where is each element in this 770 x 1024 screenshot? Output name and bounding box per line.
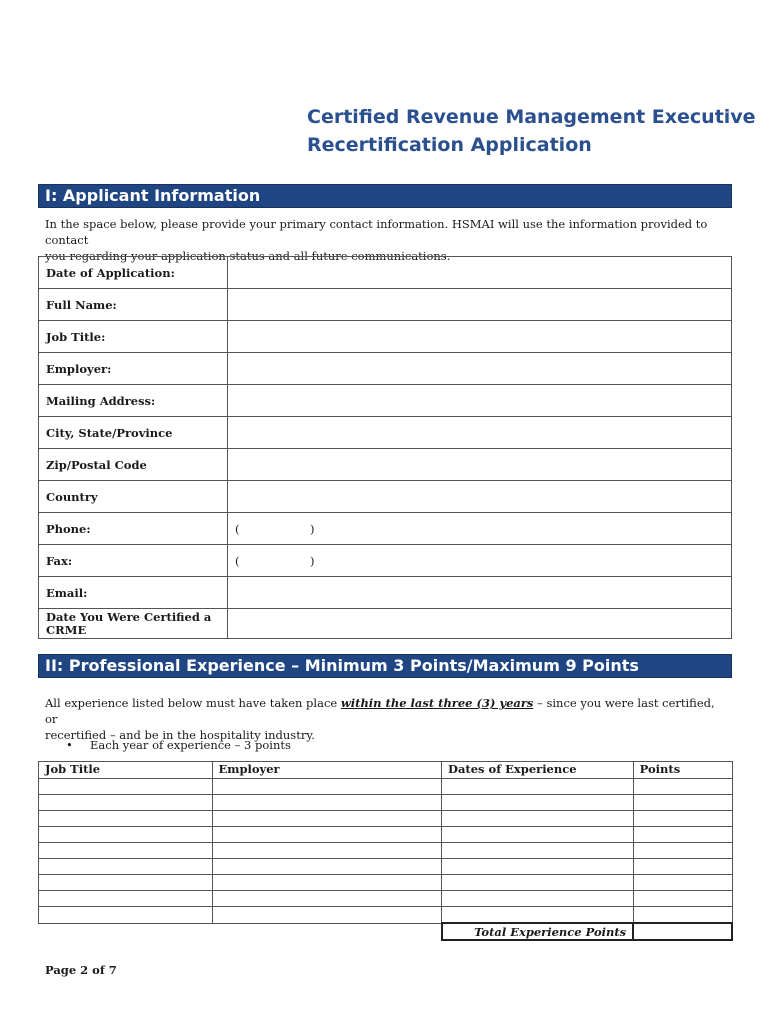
mailing-address-field[interactable] xyxy=(228,385,732,417)
dates-cell[interactable] xyxy=(442,891,634,907)
title-line-2: Recertification Application xyxy=(307,134,592,156)
table-row xyxy=(39,289,732,321)
intro-text: All experience listed below must have taken place xyxy=(45,696,341,710)
table-row xyxy=(39,577,732,609)
table-header-row xyxy=(39,762,733,779)
blank-cell xyxy=(212,923,441,940)
email-field[interactable] xyxy=(228,577,732,609)
table-row xyxy=(39,449,732,481)
table-row xyxy=(39,843,733,859)
table-row xyxy=(39,385,732,417)
section-1-heading: I: Applicant Information xyxy=(38,184,732,208)
field-label: Zip/Postal Code xyxy=(39,449,228,481)
total-experience-label: Total Experience Points xyxy=(442,923,634,940)
table-row xyxy=(39,891,733,907)
section-2-intro xyxy=(45,695,730,743)
job-title-cell[interactable] xyxy=(39,795,213,811)
page-number: Page 2 of 7 xyxy=(45,963,117,977)
table-row xyxy=(39,353,732,385)
points-cell[interactable] xyxy=(633,795,732,811)
zip-field[interactable] xyxy=(228,449,732,481)
intro-text-after: – since you were last certified, or xyxy=(45,696,715,726)
column-header-employer: Employer xyxy=(212,762,441,779)
employer-cell[interactable] xyxy=(212,827,441,843)
job-title-cell[interactable] xyxy=(39,811,213,827)
table-row xyxy=(39,859,733,875)
employer-cell[interactable] xyxy=(212,795,441,811)
table-row xyxy=(39,811,733,827)
table-row xyxy=(39,795,733,811)
total-points-field[interactable] xyxy=(633,923,732,940)
experience-table xyxy=(38,761,733,941)
bullet-icon: • xyxy=(66,738,73,752)
column-header-job-title: Job Title xyxy=(39,762,213,779)
full-name-field[interactable] xyxy=(228,289,732,321)
table-row xyxy=(39,779,733,795)
bullet-text: Each year of experience – 3 points xyxy=(90,738,291,752)
job-title-cell[interactable] xyxy=(39,843,213,859)
page-title xyxy=(307,103,756,159)
points-cell[interactable] xyxy=(633,859,732,875)
intro-emphasis: within the last three (3) years xyxy=(340,696,534,710)
points-cell[interactable] xyxy=(633,827,732,843)
points-cell[interactable] xyxy=(633,843,732,859)
dates-cell[interactable] xyxy=(442,875,634,891)
employer-cell[interactable] xyxy=(212,811,441,827)
dates-cell[interactable] xyxy=(442,795,634,811)
job-title-cell[interactable] xyxy=(39,779,213,795)
dates-cell[interactable] xyxy=(442,811,634,827)
contact-info-table xyxy=(38,256,732,639)
dates-cell[interactable] xyxy=(442,779,634,795)
date-of-application-field[interactable] xyxy=(228,257,732,289)
field-label: Country xyxy=(39,481,228,513)
column-header-dates: Dates of Experience xyxy=(442,762,634,779)
field-label: Fax: xyxy=(39,545,228,577)
column-header-points: Points xyxy=(633,762,732,779)
table-row xyxy=(39,481,732,513)
title-line-1: Certified Revenue Management Executive xyxy=(307,106,756,128)
job-title-cell[interactable] xyxy=(39,891,213,907)
points-cell[interactable] xyxy=(633,875,732,891)
area-code-open: ( xyxy=(235,521,240,536)
field-label: Date You Were Certified a CRME xyxy=(39,609,228,639)
job-title-cell[interactable] xyxy=(39,827,213,843)
certified-date-field[interactable] xyxy=(228,609,732,639)
section-2-heading: II: Professional Experience – Minimum 3 Points/Maximum 9 Points xyxy=(38,654,732,678)
fax-field[interactable] xyxy=(228,545,732,577)
table-row xyxy=(39,513,732,545)
city-state-field[interactable] xyxy=(228,417,732,449)
employer-cell[interactable] xyxy=(212,891,441,907)
table-row xyxy=(39,257,732,289)
area-code-close: ) xyxy=(310,521,315,536)
points-cell[interactable] xyxy=(633,779,732,795)
job-title-cell[interactable] xyxy=(39,907,213,924)
intro-line-1: In the space below, please provide your primary contact information. HSMAI will use the information provided to contact xyxy=(45,217,708,247)
field-label: Full Name: xyxy=(39,289,228,321)
blank-cell xyxy=(39,923,213,940)
employer-cell[interactable] xyxy=(212,875,441,891)
table-row xyxy=(39,417,732,449)
phone-field[interactable] xyxy=(228,513,732,545)
area-code-close: ) xyxy=(310,553,315,568)
field-label: Mailing Address: xyxy=(39,385,228,417)
table-row xyxy=(39,609,732,639)
table-row xyxy=(39,321,732,353)
field-label: Phone: xyxy=(39,513,228,545)
intro-line-2: you regarding your application status and all future communications. xyxy=(45,249,451,263)
dates-cell[interactable] xyxy=(442,859,634,875)
points-cell[interactable] xyxy=(633,891,732,907)
employer-cell[interactable] xyxy=(212,779,441,795)
points-cell[interactable] xyxy=(633,907,732,924)
employer-cell[interactable] xyxy=(212,859,441,875)
field-label: Email: xyxy=(39,577,228,609)
table-row xyxy=(39,875,733,891)
bullet-item xyxy=(66,737,291,753)
job-title-cell[interactable] xyxy=(39,859,213,875)
table-row xyxy=(39,907,733,924)
dates-cell[interactable] xyxy=(442,827,634,843)
field-label: Job Title: xyxy=(39,321,228,353)
table-row xyxy=(39,545,732,577)
country-field[interactable] xyxy=(228,481,732,513)
employer-cell[interactable] xyxy=(212,843,441,859)
intro-line-2: recertified – and be in the hospitality industry. xyxy=(45,728,315,742)
field-label: City, State/Province xyxy=(39,417,228,449)
dates-cell[interactable] xyxy=(442,907,634,924)
field-label: Employer: xyxy=(39,353,228,385)
points-cell[interactable] xyxy=(633,811,732,827)
dates-cell[interactable] xyxy=(442,843,634,859)
intro-line-1 xyxy=(45,695,730,727)
area-code-open: ( xyxy=(235,553,240,568)
field-label: Date of Application: xyxy=(39,257,228,289)
job-title-field[interactable] xyxy=(228,321,732,353)
employer-field[interactable] xyxy=(228,353,732,385)
employer-cell[interactable] xyxy=(212,907,441,924)
job-title-cell[interactable] xyxy=(39,875,213,891)
total-row xyxy=(39,923,733,940)
table-row xyxy=(39,827,733,843)
